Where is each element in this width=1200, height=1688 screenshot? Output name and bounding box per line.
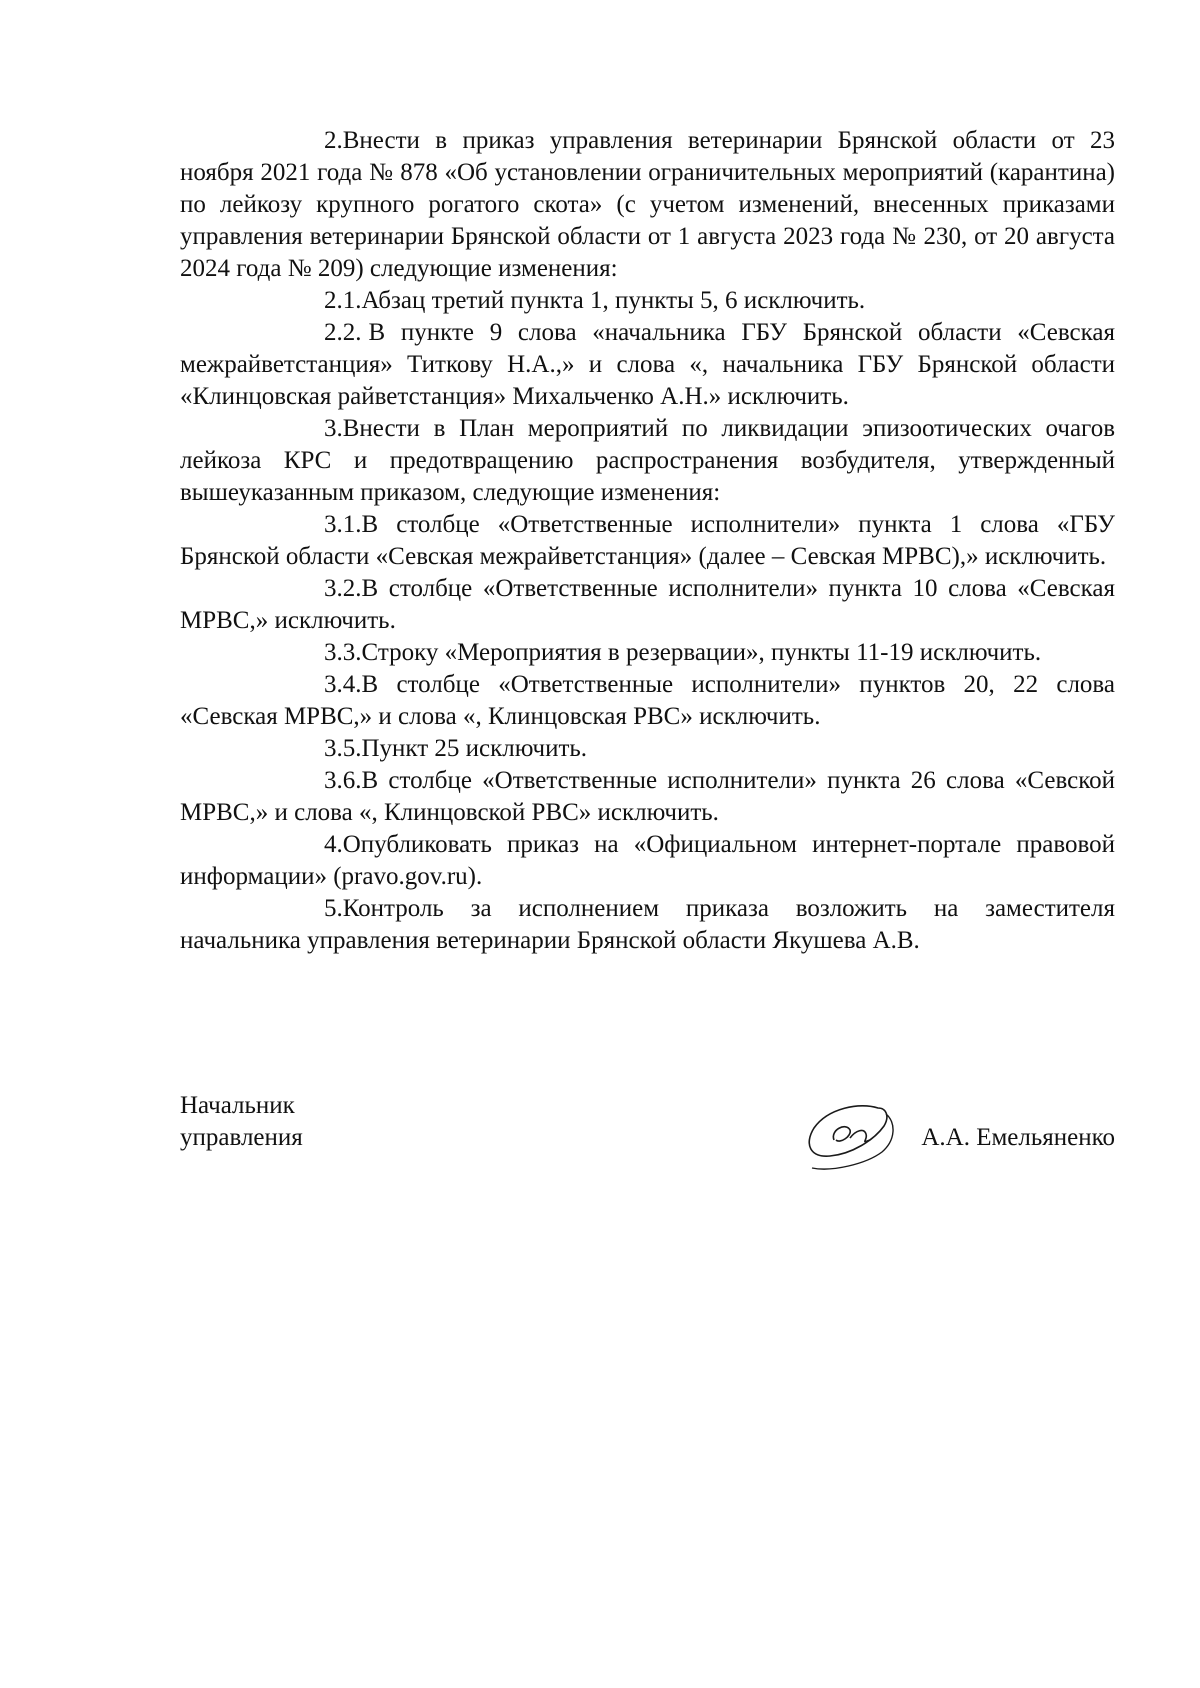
paragraph-number: 3.2. [324, 575, 362, 602]
paragraph-text: Контроль за исполнением приказа возложить на заместителя начальника управления ветеринарии Брянской области Якушева А.В. [180, 895, 1115, 954]
paragraph-3 [180, 413, 1115, 509]
paragraph-text: Внести в План мероприятий по ликвидации эпизоотических очагов лейкоза КРС и предотвращению распространения возбудителя, утвержденный вышеуказанным приказом, следующие изменения: [180, 415, 1115, 506]
paragraph-text: Абзац третий пункта 1, пункты 5, 6 исключить. [361, 287, 866, 314]
paragraph-3-5 [180, 733, 1115, 765]
signer-position-line1: Начальник [180, 1092, 295, 1119]
paragraph-3-2 [180, 573, 1115, 637]
paragraph-text: Внести в приказ управления ветеринарии Брянской области от 23 ноября 2021 года № 878 «Об установлении ограничительных мероприятий (карантина) по лейкозу крупного рогатого скота» (с учетом изменений, внесенных приказами управления ветеринарии Брянской области от 1 августа 2023 года № 230, от 20 августа 2024 года № 209) следующие изменения: [180, 127, 1115, 282]
paragraph-3-1 [180, 509, 1115, 573]
signer-name: А.А. Емельяненко [921, 1124, 1115, 1151]
paragraph-number: 3. [324, 415, 343, 442]
paragraph-number: 3.6. [324, 767, 362, 794]
paragraph-number: 2.1. [324, 287, 362, 314]
paragraph-2 [180, 125, 1115, 285]
paragraph-3-3 [180, 637, 1115, 669]
paragraph-4 [180, 829, 1115, 893]
paragraph-text: Строку «Мероприятия в резервации», пункты 11-19 исключить. [361, 639, 1042, 666]
paragraph-number: 2. [324, 127, 343, 154]
paragraph-text: В столбце «Ответственные исполнители» пунктов 20, 22 слова «Севская МРВС,» и слова «, Клинцовская РВС» исключить. [180, 671, 1115, 730]
signature-block [180, 1090, 1115, 1180]
paragraph-number: 4. [324, 831, 343, 858]
paragraph-text: В пункте 9 слова «начальника ГБУ Брянской области «Севская межрайветстанция» Титкову Н.А.,» и слова «, начальника ГБУ Брянской области «Клинцовская райветстанция» Михальченко А.Н.» исключить. [180, 319, 1115, 410]
paragraph-number: 3.4. [324, 671, 362, 698]
paragraph-text: В столбце «Ответственные исполнители» пункта 26 слова «Севской МРВС,» и слова «, Клинцовской РВС» исключить. [180, 767, 1115, 826]
paragraph-2-1 [180, 285, 1115, 317]
paragraph-text: Опубликовать приказ на «Официальном интернет-портале правовой информации» (pravo.gov.ru). [180, 831, 1115, 890]
paragraph-5 [180, 893, 1115, 957]
paragraph-text: Пункт 25 исключить. [361, 735, 588, 762]
paragraph-number: 3.3. [324, 639, 362, 666]
paragraph-number: 2.2. [324, 319, 362, 346]
paragraph-text: В столбце «Ответственные исполнители» пункта 10 слова «Севская МРВС,» исключить. [180, 575, 1115, 634]
signer-position-line2: управления [180, 1124, 303, 1151]
paragraph-number: 5. [324, 895, 343, 922]
paragraph-number: 3.5. [324, 735, 362, 762]
handwritten-signature [800, 1100, 915, 1175]
signer-position [180, 1090, 303, 1154]
document-body [180, 125, 1115, 957]
paragraph-number: 3.1. [324, 511, 362, 538]
paragraph-text: В столбце «Ответственные исполнители» пункта 1 слова «ГБУ Брянской области «Севская межрайветстанция» (далее – Севская МРВС),» исключить. [180, 511, 1115, 570]
paragraph-3-4 [180, 669, 1115, 733]
paragraph-3-6 [180, 765, 1115, 829]
paragraph-2-2 [180, 317, 1115, 413]
